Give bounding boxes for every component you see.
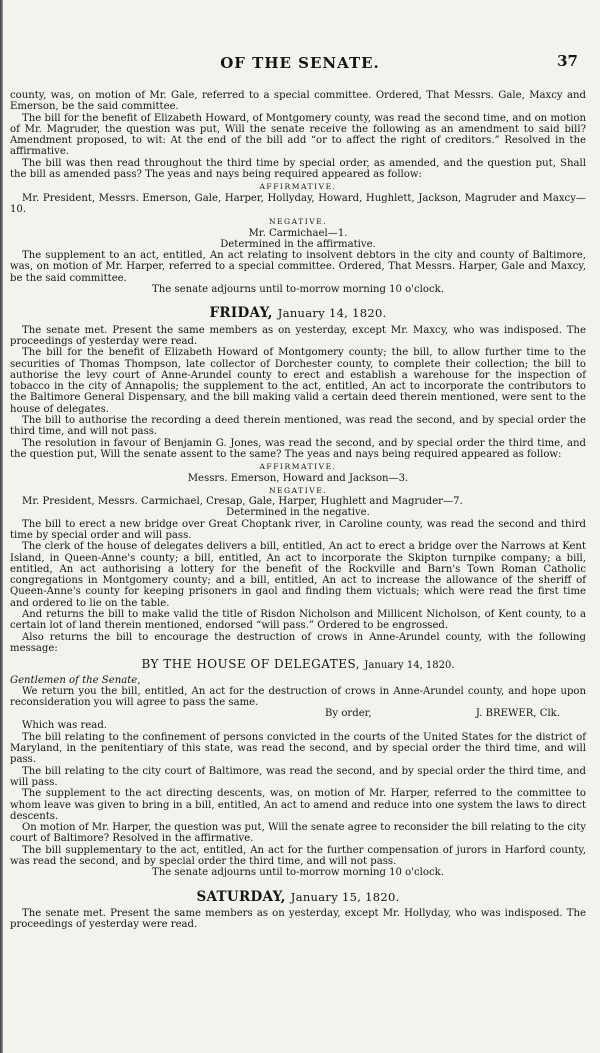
day-name: FRIDAY, xyxy=(209,305,273,322)
house-message xyxy=(10,659,586,720)
affirmative-list: Messrs. Emerson, Howard and Jackson—3. xyxy=(187,472,409,484)
paragraph: Also returns the bill to encourage the destruction of crows in Anne-Arundel county, with the following message: xyxy=(10,631,586,654)
paragraph: The supplement to an act, entitled, An act relating to insolvent debtors in the city and county of Baltimore, was, on motion of Mr. Harper, referred to a special committee. Ordered, That Messrs. Harper, Gale and Maxcy, be the said committee. xyxy=(10,250,586,284)
paragraph: On motion of Mr. Harper, the question was put, Will the senate agree to reconsider the bill relating to the city court of Baltimore? Resolved in the affirmative. xyxy=(10,822,586,845)
day-heading-friday xyxy=(10,305,586,322)
message-heading xyxy=(10,659,586,671)
clerk-signature: J. BREWER, Clk. xyxy=(475,708,560,720)
vote-result: Determined in the affirmative. xyxy=(220,238,376,250)
affirmative-list: Mr. President, Messrs. Emerson, Gale, Harper, Hollyday, Howard, Hughlett, Jackson, Magruder and Maxcy—10. xyxy=(10,192,586,215)
negative-heading: NEGATIVE. xyxy=(268,485,328,495)
paragraph: The resolution in favour of Benjamin G. Jones, was read the second, and by special order the third time, and the question put, Will the senate assent to the same? The yeas and nays being required appeared as follow: xyxy=(10,437,586,460)
paragraph: The bill relating to the city court of Baltimore, was read the second, and by special order the third time, and will pass. xyxy=(10,765,586,788)
day-heading-saturday xyxy=(10,888,586,905)
page-title: OF THE SENATE. xyxy=(220,54,380,72)
paragraph: The bill for the benefit of Elizabeth Howard of Montgomery county; the bill, to allow further time to the securities of Thomas Thompson, late collector of Dorchester county, to complete their collection; the bill to authorise the levy court of Anne-Arundel county to erect and establish a warehouse for the inspection of tobacco in the city of Annapolis; the supplement to the act, entitled, An act to incorporate the contributors to the Baltimore General Dispensary, and the bill making valid a certain deed therein mentioned, were sent to the house of delegates. xyxy=(10,347,586,415)
paragraph: The senate met. Present the same members as on yesterday, except Mr. Hollyday, who was indisposed. The proceedings of yesterday were read. xyxy=(10,907,586,931)
paragraph: The senate met. Present the same members as on yesterday, except Mr. Maxcy, who was indisposed. The proceedings of yesterday were read. xyxy=(10,324,586,347)
paragraph: The bill supplementary to the act, entitled, An act for the further compensation of jurors in Harford county, was read the second, and by special order the third time, and will not pass. xyxy=(10,844,586,867)
vote-record xyxy=(10,461,586,518)
vote-result: Determined in the negative. xyxy=(226,507,370,519)
day-name: SATURDAY, xyxy=(196,888,286,905)
adjournment: The senate adjourns until to-morrow morning 10 o'clock. xyxy=(152,284,444,296)
paragraph: The bill was then read throughout the third time by special order, as amended, and the question put, Shall the bill as amended pass? The yeas and nays being required appeared as follow: xyxy=(10,157,586,181)
paragraph: The bill for the benefit of Elizabeth Howard, of Montgomery county, was read the second time, and on motion of Mr. Magruder, the question was put, Will the senate receive the following as an amendment to said bill? Amendment proposed, to wit: At the end of the bill add “or to affect the right of creditors.” Resolved in the affirmative. xyxy=(10,112,586,158)
signature-line xyxy=(10,708,586,720)
message-sender: BY THE HOUSE OF DELEGATES, xyxy=(141,657,361,672)
paragraph: And returns the bill to make valid the title of Risdon Nicholson and Millicent Nicholson, of Kent county, to a certain lot of land therein mentioned, endorsed “will pass.” Ordered to be engrossed. xyxy=(10,609,586,632)
negative-list: Mr. Carmichael—1. xyxy=(248,227,348,239)
paragraph: The supplement to the act directing descents, was, on motion of Mr. Harper, referred to the committee to whom leave was given to bring in a bill, entitled, An act to amend and reduce into one system the laws to direct descents. xyxy=(10,788,586,822)
message-salutation: Gentlemen of the Senate, xyxy=(10,674,141,686)
affirmative-heading: AFFIRMATIVE. xyxy=(259,182,337,192)
page-number: 37 xyxy=(557,52,578,70)
paragraph: The clerk of the house of delegates delivers a bill, entitled, An act to erect a bridge over the Narrows at Kent Island, in Queen-Anne's county; a bill, entitled, An act to incorporate the Skipton turnpike company; a bill, entitled, An act authorising a lottery for the benefit of the Rockville and Barn's Town Roman Catholic congregations in Montgomery county; and a bill, entitled, An act to increase the allowance of the sheriff of Queen-Anne's county for keeping prisoners in gaol and finding them victuals; which were read the first time and ordered to lie on the table. xyxy=(10,541,586,609)
message-date: January 14, 1820. xyxy=(364,660,455,672)
negative-list: Mr. President, Messrs. Carmichael, Cresap, Gale, Harper, Hughlett and Magruder—7. xyxy=(22,496,463,508)
negative-heading: NEGATIVE. xyxy=(268,217,328,227)
affirmative-heading: AFFIRMATIVE. xyxy=(259,462,337,472)
message-body: We return you the bill, entitled, An act for the destruction of crows in Anne-Arundel county, and hope upon reconsideration you will agree to pass the same. xyxy=(10,685,586,709)
paragraph: The bill relating to the confinement of persons convicted in the courts of the United States for the district of Maryland, in the penitentiary of this state, was read the second, and by special order the third time, and will pass. xyxy=(10,731,586,766)
day-date: January 15, 1820. xyxy=(290,889,400,904)
vote-record xyxy=(10,181,586,250)
paragraph: The bill to erect a new bridge over Great Choptank river, in Caroline county, was read the second and third time by special order and will pass. xyxy=(10,518,586,541)
paragraph: The bill to authorise the recording a deed therein mentioned, was read the second, and by special order the third time, and will not pass. xyxy=(10,415,586,438)
paragraph: county, was, on motion of Mr. Gale, referred to a special committee. Ordered, That Messrs. Gale, Maxcy and Emerson, be the said committee. xyxy=(10,90,586,113)
paragraph: Which was read. xyxy=(22,720,107,732)
by-order: By order, xyxy=(325,708,372,720)
day-date: January 14, 1820. xyxy=(277,306,387,321)
adjournment: The senate adjourns until to-morrow morning 10 o'clock. xyxy=(152,867,444,879)
page-body xyxy=(10,90,586,930)
